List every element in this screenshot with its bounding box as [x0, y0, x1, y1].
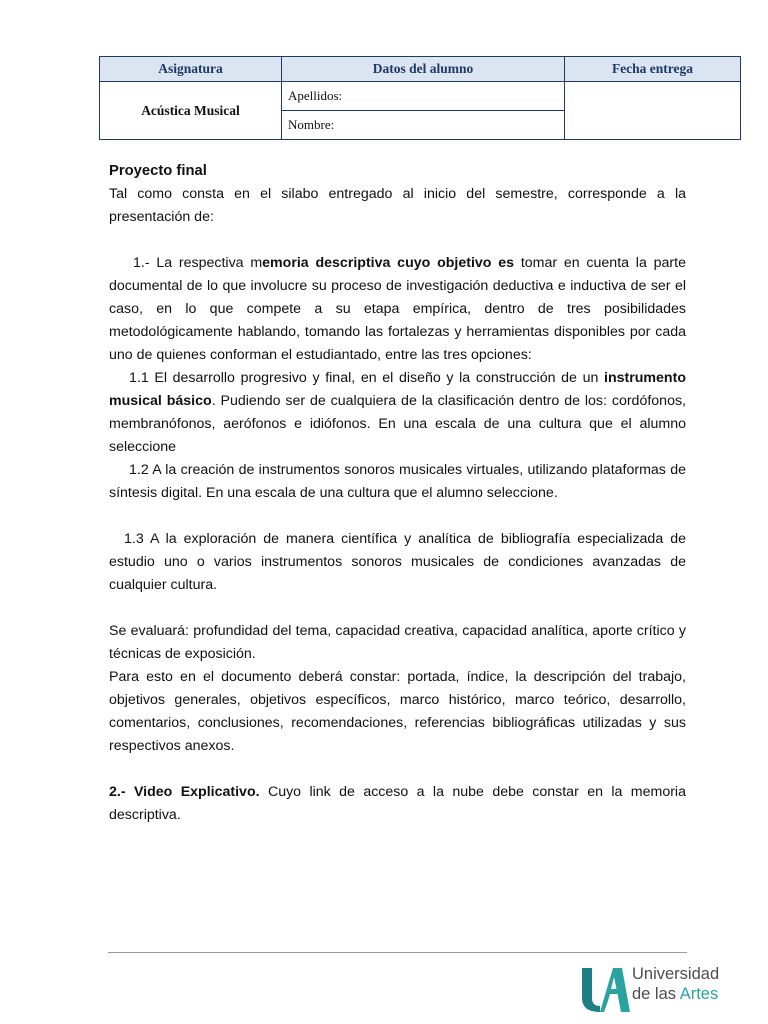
- item-2-paragraph: [109, 781, 686, 827]
- item-1-2-paragraph: 1.2 A la creación de instrumentos sonoros musicales virtuales, utilizando plataformas de síntesis digital. En una escala de una cultura que el alumno seleccione.: [109, 462, 686, 501]
- item-1-lead: 1.- La respectiva m: [133, 255, 263, 271]
- logo-line-2: [632, 984, 719, 1004]
- contents-paragraph: Para esto en el documento deberá constar: portada, índice, la descripción del trabajo, objetivos generales, objetivos específicos, marco histórico, marco teórico, desarrollo, comentarios, conclusiones, recomendaciones, referencias bibliográficas utilizadas y sus respectivos anexos.: [109, 669, 686, 754]
- logo-line-2-prefix: de las: [632, 985, 680, 1003]
- section-title: Proyecto final: [109, 163, 207, 179]
- item-1-1-text: . Pudiendo ser de cualquiera de la clasificación dentro de los: cordófonos, membranófonos, aerófonos e idiófonos. En una escala de una cultura que el alumno seleccione: [109, 393, 686, 455]
- item-1-bold: emoria descriptiva cuyo objetivo es: [262, 255, 515, 271]
- col-header-student: Datos del alumno: [282, 57, 565, 82]
- logo-line-2-accent: Artes: [679, 985, 719, 1003]
- logo-text: [632, 964, 719, 1004]
- item-1-3-paragraph: 1.3 A la exploración de manera científica y analítica de bibliografía especializada de estudio uno o varios instrumentos sonoros musicales de condiciones avanzadas de cualquier cultura.: [109, 531, 686, 593]
- evaluation-paragraph: Se evaluará: profundidad del tema, capacidad creativa, capacidad analítica, aporte crítico y técnicas de exposición.: [109, 623, 686, 662]
- item-1-paragraph: [109, 252, 686, 367]
- item-1-1-lead: 1.1 El desarrollo progresivo y final, en el diseño y la construcción de un: [129, 370, 605, 386]
- ua-logo-icon: [580, 964, 630, 1016]
- university-logo: [580, 964, 720, 1016]
- item-2-text: Cuyo link de acceso a la nube debe constar en la memoria descriptiva.: [109, 784, 686, 823]
- col-header-subject: Asignatura: [100, 57, 282, 82]
- item-1-text: tomar en cuenta la parte documental de lo que involucre su proceso de investigación deductiva e inductiva de ser el caso, en lo que compete a su etapa empírica, dentro de tres posibilidades metodológicamente hablando, tomando las fortalezas y herramientas disponibles por cada uno de quienes conforman el estudiantado, entre las tres opciones:: [109, 255, 686, 363]
- document-body: [109, 160, 686, 827]
- footer-divider: [108, 952, 687, 953]
- subject-cell: Acústica Musical: [100, 82, 282, 140]
- col-header-date: Fecha entrega: [565, 57, 741, 82]
- item-1-1-paragraph: [109, 367, 686, 459]
- item-1-1-bold: instrumento musical básico: [109, 370, 686, 409]
- logo-line-1: Universidad: [632, 965, 720, 983]
- item-2-bold: 2.- Video Explicativo.: [109, 784, 260, 800]
- header-table: [99, 56, 741, 140]
- intro-paragraph: Tal como consta en el silabo entregado al inicio del semestre, corresponde a la presentación de:: [109, 186, 686, 225]
- name-field: Nombre:: [282, 111, 565, 140]
- date-cell: [565, 82, 741, 140]
- surname-field: Apellidos:: [282, 82, 565, 111]
